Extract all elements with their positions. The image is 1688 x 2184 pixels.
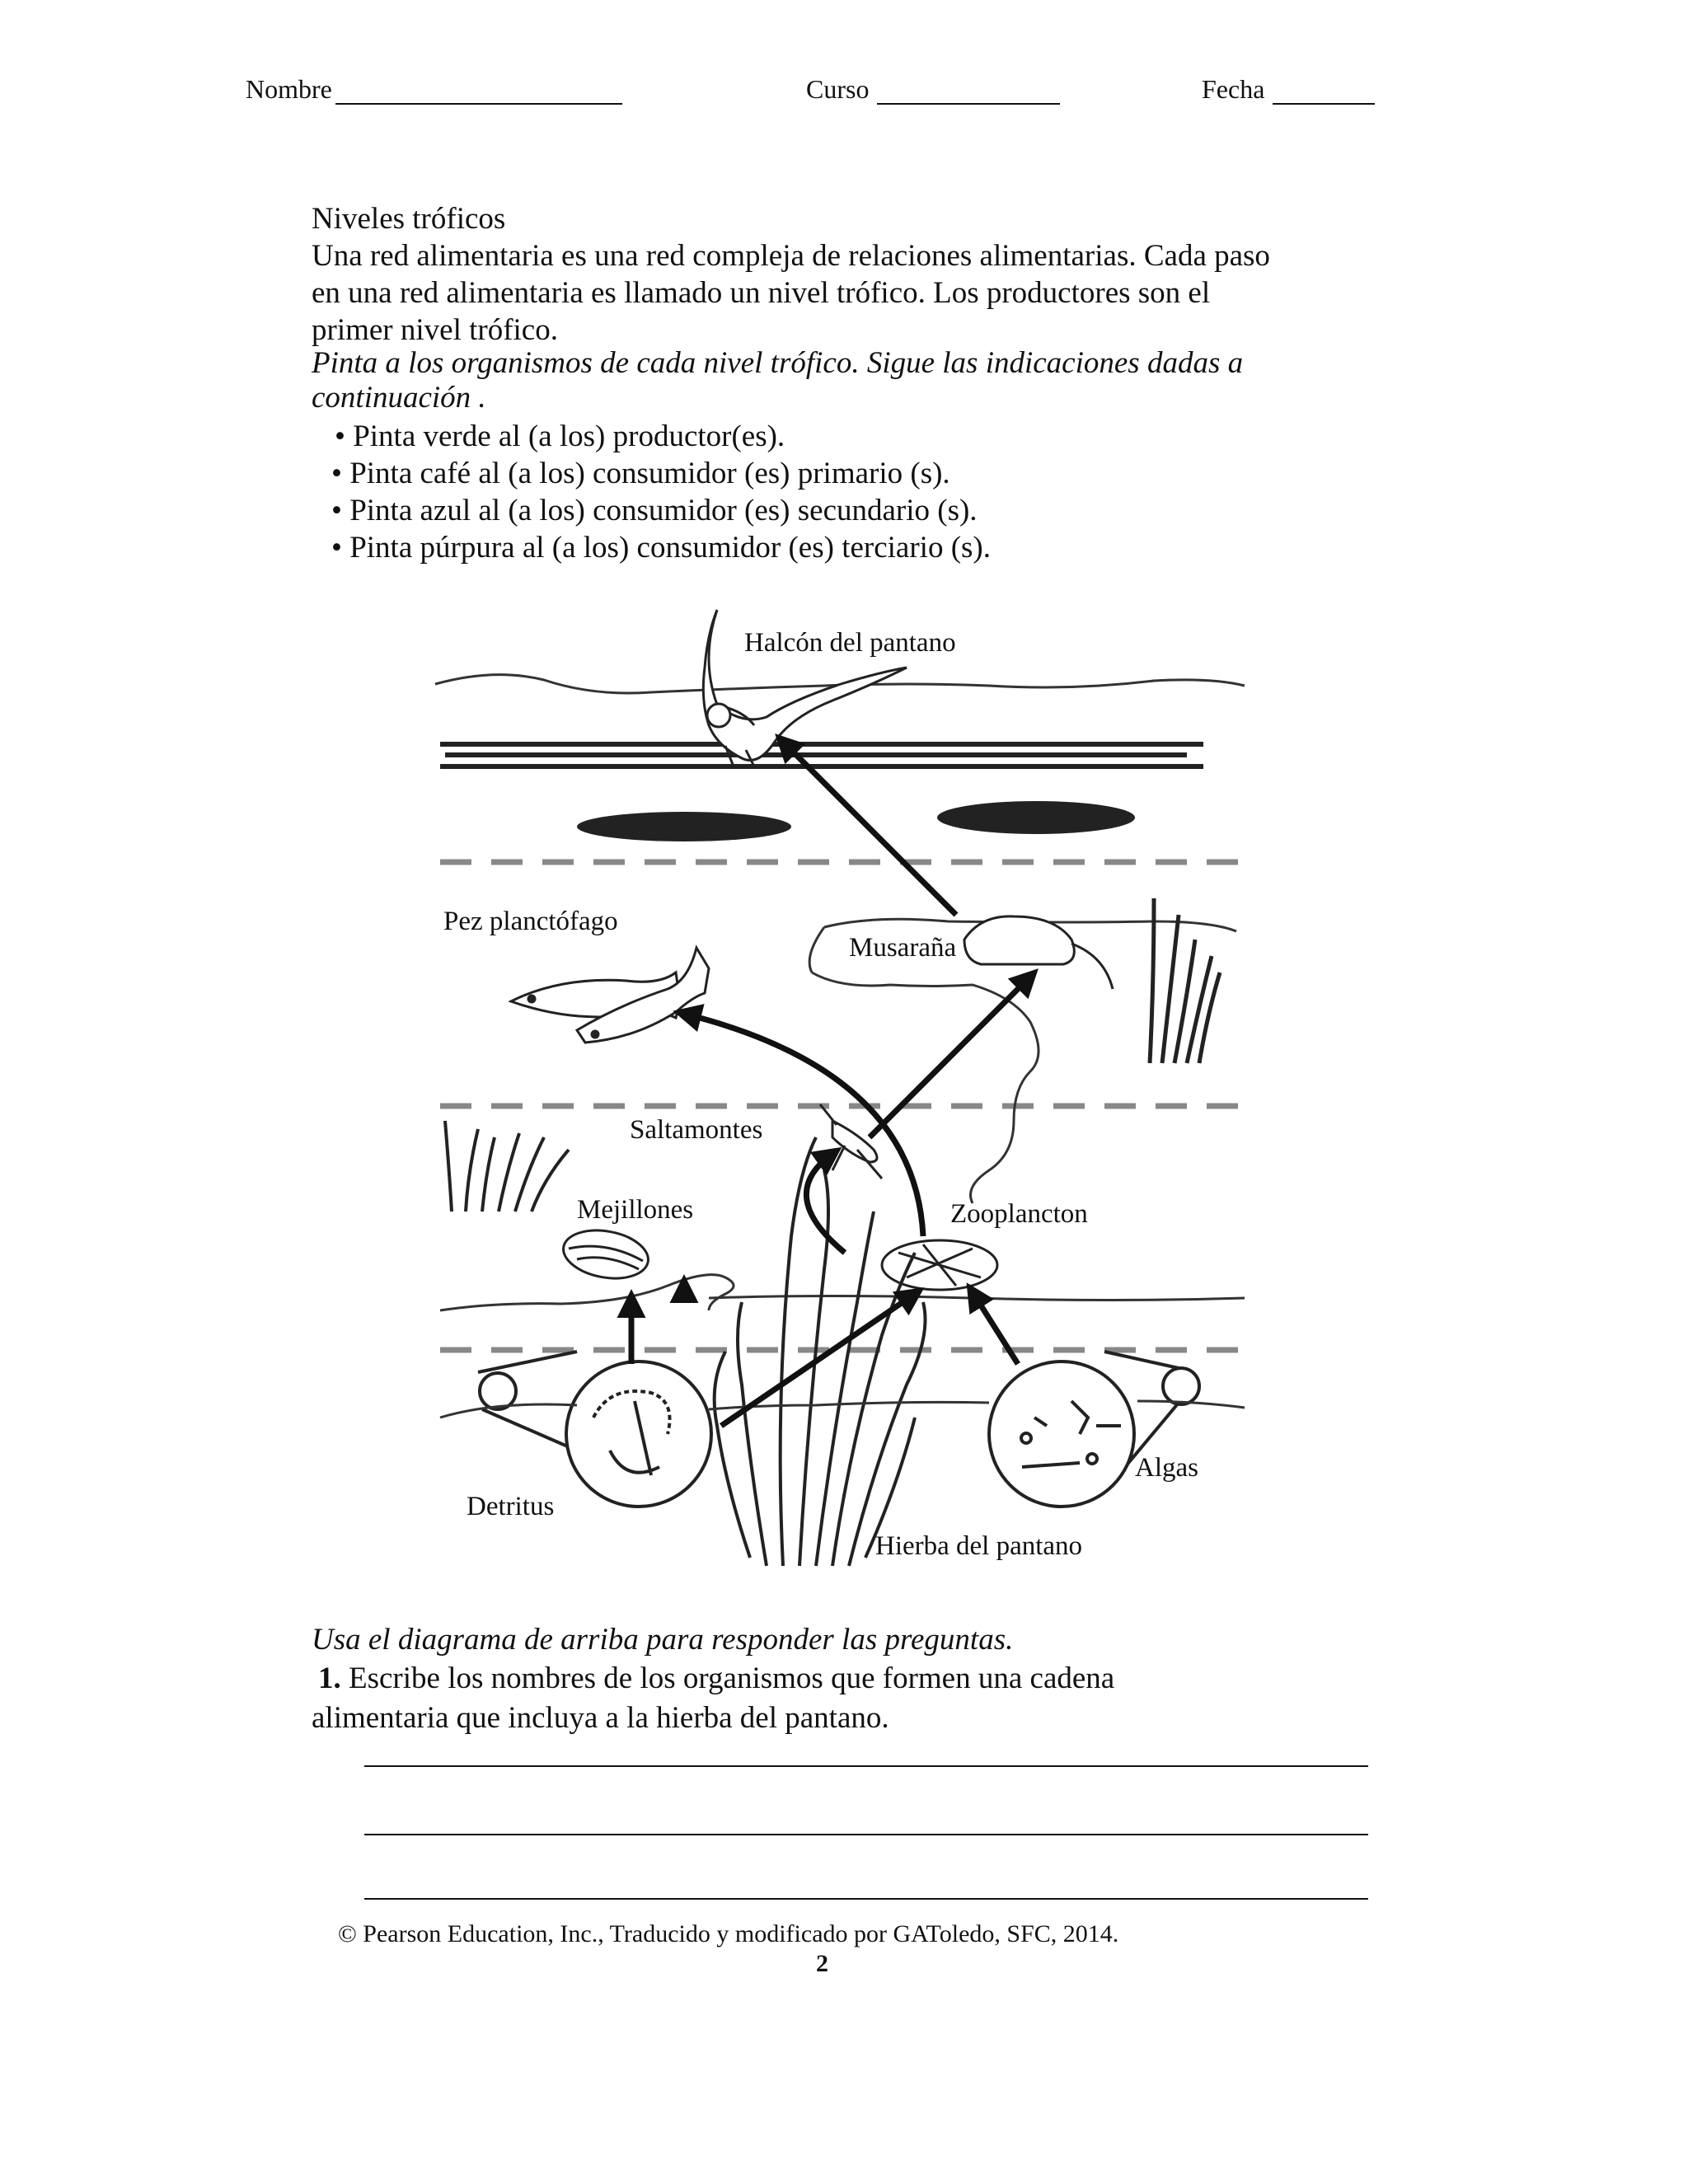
name-label: Nombre <box>246 74 332 104</box>
zooplankton-drawing <box>882 1240 997 1290</box>
intro-line-1: Una red alimentaria es una red compleja de relaciones alimentarias. Cada paso <box>312 239 1270 273</box>
page-number: 2 <box>816 1950 828 1977</box>
arrow-algae-to-zooplankton <box>973 1292 1018 1364</box>
mussels-drawing <box>560 1224 652 1284</box>
label-shrew: Musaraña <box>849 933 957 963</box>
label-grasshopper: Saltamontes <box>630 1115 763 1145</box>
answer-line-1[interactable] <box>364 1765 1368 1767</box>
label-algae: Algas <box>1135 1453 1198 1483</box>
shrew-drawing <box>964 916 1113 989</box>
answer-line-2[interactable] <box>364 1834 1368 1835</box>
label-zooplankton: Zooplancton <box>950 1199 1088 1229</box>
question-1 <box>318 1660 1114 1697</box>
bullet-primary: • Pinta café al (a los) consumidor (es) primario (s). <box>331 457 950 490</box>
bullet-tertiary: • Pinta púrpura al (a los) consumidor (es) terciario (s). <box>331 531 991 565</box>
label-marsh-grass: Hierba del pantano <box>875 1531 1083 1561</box>
food-web-arrows <box>631 742 1030 1426</box>
planktivore-fish-drawing <box>511 948 709 1043</box>
intro-line-3: primer nivel trófico. <box>312 313 558 347</box>
section-title: Niveles tróficos <box>312 202 506 236</box>
arrow-grass-to-grasshopper <box>806 1154 845 1253</box>
bullet-secondary: • Pinta azul al (a los) consumidor (es) secundario (s). <box>331 494 978 527</box>
marsh-bushes <box>577 801 1135 841</box>
label-mussels: Mejillones <box>577 1195 694 1225</box>
answer-line-3[interactable] <box>364 1898 1368 1900</box>
date-label: Fecha <box>1202 74 1265 104</box>
arrow-grasshopper-to-shrew <box>870 977 1030 1137</box>
course-label: Curso <box>806 74 870 104</box>
marsh-grass-strip <box>440 744 1203 766</box>
bullet-producers: • Pinta verde al (a los) productor(es). <box>335 419 785 453</box>
label-marsh-hawk: Halcón del pantano <box>744 628 956 658</box>
reeds-left <box>445 1121 569 1212</box>
question-1-line-1: Escribe los nombres de los organismos que formen una cadena <box>349 1661 1115 1695</box>
detritus-magnifier <box>478 1352 711 1507</box>
instruction-line-2: continuación . <box>312 381 486 415</box>
questions-instruction: Usa el diagrama de arriba para responder las preguntas. <box>312 1623 1014 1657</box>
instruction-line-1: Pinta a los organismos de cada nivel trófico. Sigue las indicaciones dadas a <box>312 346 1244 380</box>
intro-line-2: en una red alimentaria es llamado un nivel trófico. Los productores son el <box>312 276 1211 310</box>
label-detritus: Detritus <box>467 1492 555 1521</box>
copyright-footer: © Pearson Education, Inc., Traducido y modificado por GAToledo, SFC, 2014. <box>338 1920 1119 1947</box>
question-1-number: 1. <box>318 1661 341 1695</box>
question-1-line-2: alimentaria que incluya a la hierba del pantano. <box>312 1701 889 1735</box>
mussel-sediment <box>440 1275 1245 1310</box>
label-planktivore-fish: Pez planctófago <box>443 907 618 936</box>
